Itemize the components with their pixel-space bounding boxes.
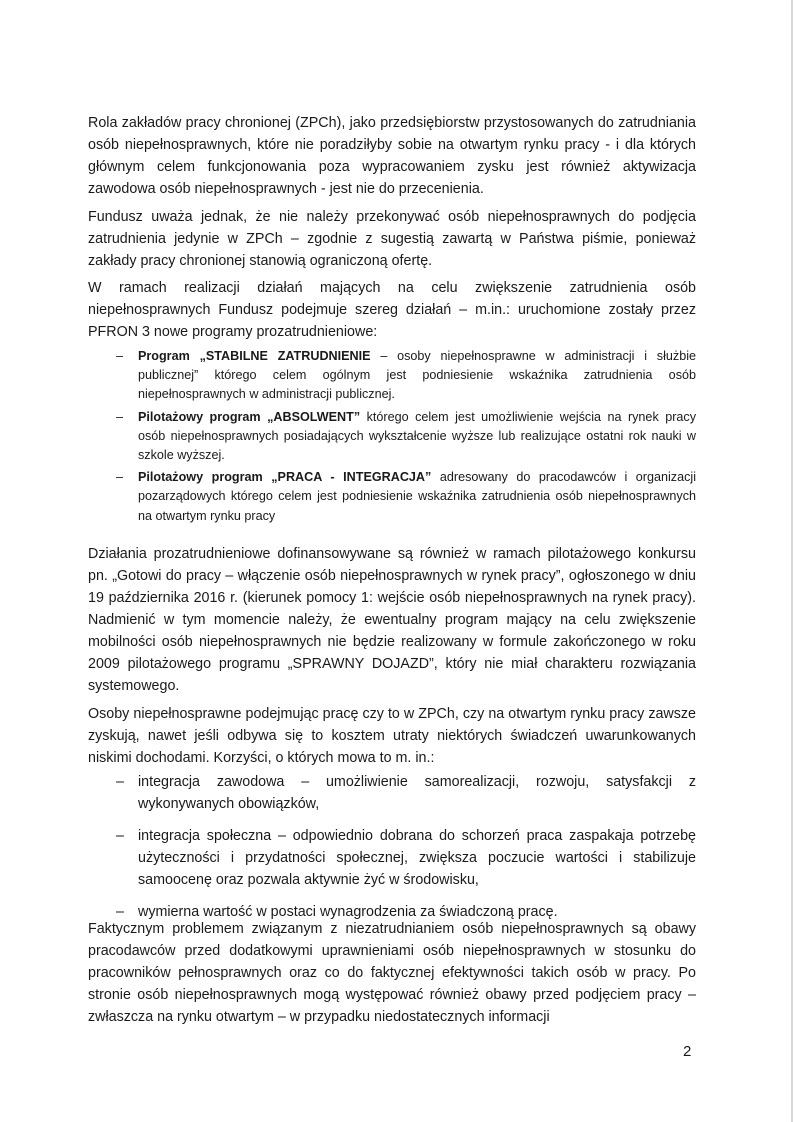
dash-bullet: – (116, 828, 124, 844)
list-item (116, 347, 696, 405)
programs-list (116, 347, 696, 529)
list-item (116, 825, 696, 891)
dash-bullet: – (116, 349, 124, 363)
program-name: Program „STABILNE ZATRUDNIENIE (138, 349, 371, 363)
dash-bullet: – (116, 470, 124, 485)
program-description: adresowany do pracodawców i organizacji pozarządowych którego celem jest podniesienie wskaźnika zatrudnienia osób niepełnosprawnych na otwartym rynku pracy (138, 470, 696, 523)
list-item (116, 408, 696, 466)
program-description: – osoby niepełnosprawne w administracji i służbie publicznej” którego celem ogólnym jest podniesienie wskaźnika zatrudnienia osób niepełnosprawnych w administracji publicznej. (138, 349, 697, 402)
paragraph-fund-actions: W ramach realizacji działań mających na celu zwiększenie zatrudnienia osób niepełnosprawnych Fundusz podejmuje szereg działań – m.in.: uruchomione zostały przez PFRON 3 nowe programy prozatrudnieniowe: (88, 280, 696, 340)
program-name: Pilotażowy program „PRACA - INTEGRACJA” (138, 470, 432, 485)
paragraph-zpch-role: Rola zakładów pracy chronionej (ZPCh), jako przedsiębiorstw przystosowanych do zatrudniania osób niepełnosprawnych, które nie poradziłyby sobie na otwartym rynku pracy - i dla których głównym celem funkcjonowania poza wypracowaniem zysku jest również aktywizacja zawodowa osób niepełnosprawnych - jest nie do przecenienia. (88, 115, 696, 197)
page-number: 2 (683, 1043, 692, 1060)
program-name: Pilotażowy program „ABSOLWENT” (138, 409, 361, 424)
dash-bullet: – (116, 774, 124, 790)
list-item (116, 468, 696, 526)
paragraph-employer-concerns: Faktycznym problemem związanym z niezatrudnianiem osób niepełnosprawnych są obawy pracodawców przed dodatkowymi uprawnieniami osób niepełnosprawnych w stosunku do pracowników pełnosprawnych oraz co do faktycznej efektywności takich osób w pracy. Po stronie osób niepełnosprawnych mogą występować również obawy przed podjęciem pracy – zwłaszcza na rynku otwartym – w przypadku niedostatecznych informacji (88, 921, 696, 1025)
dash-bullet: – (116, 904, 124, 920)
dash-bullet: – (116, 409, 124, 424)
benefit-text: integracja społeczna – odpowiednio dobrana do schorzeń praca zaspakaja potrzebę użyteczności i przydatności społecznej, zwiększa poczucie wartości i stabilizuje samoocenę oraz pozwala aktywnie żyć w środowisku, (138, 828, 696, 888)
list-item (116, 771, 696, 815)
paragraph-pilot-contest: Działania prozatrudnieniowe dofinansowywane są również w ramach pilotażowego konkursu pn. „Gotowi do pracy – włączenie osób niepełnosprawnych w rynek pracy”, ogłoszonego w dniu 19 października 2016 r. (kierunek pomocy 1: wejście osób niepełnosprawnych na rynek pracy). Nadmienić w tym momencie należy, że ewentualny program mający na celu zwiększenie mobilności osób niepełnosprawnych nie będzie realizowany w formule zakończonego w roku 2009 pilotażowego programu „SPRAWNY DOJAZD”, który nie miał charakteru rozwiązania systemowego. (88, 546, 696, 694)
benefits-list (116, 771, 696, 933)
paragraph-fund-position: Fundusz uważa jednak, że nie należy przekonywać osób niepełnosprawnych do podjęcia zatrudnienia jedynie w ZPCh – zgodnie z sugestią zawartą w Państwa piśmie, ponieważ zakłady pracy chronionej stanowią ograniczoną ofertę. (88, 209, 696, 269)
benefit-text: integracja zawodowa – umożliwienie samorealizacji, rozwoju, satysfakcji z wykonywanych obowiązków, (138, 774, 696, 812)
benefit-text: wymierna wartość w postaci wynagrodzenia za świadczoną pracę. (138, 904, 558, 920)
program-description: którego celem jest umożliwienie wejścia na rynek pracy osób niepełnosprawnych posiadających wykształcenie wyższe lub realizujące ostatni rok nauki w szkole wyższej. (138, 409, 696, 463)
paragraph-benefits-intro: Osoby niepełnosprawne podejmując pracę czy to w ZPCh, czy na otwartym rynku pracy zawsze zyskują, nawet jeśli odbywa się to kosztem utraty niektórych świadczeń uwarunkowanych niskimi dochodami. Korzyści, o których mowa to m. in.: (88, 706, 696, 766)
